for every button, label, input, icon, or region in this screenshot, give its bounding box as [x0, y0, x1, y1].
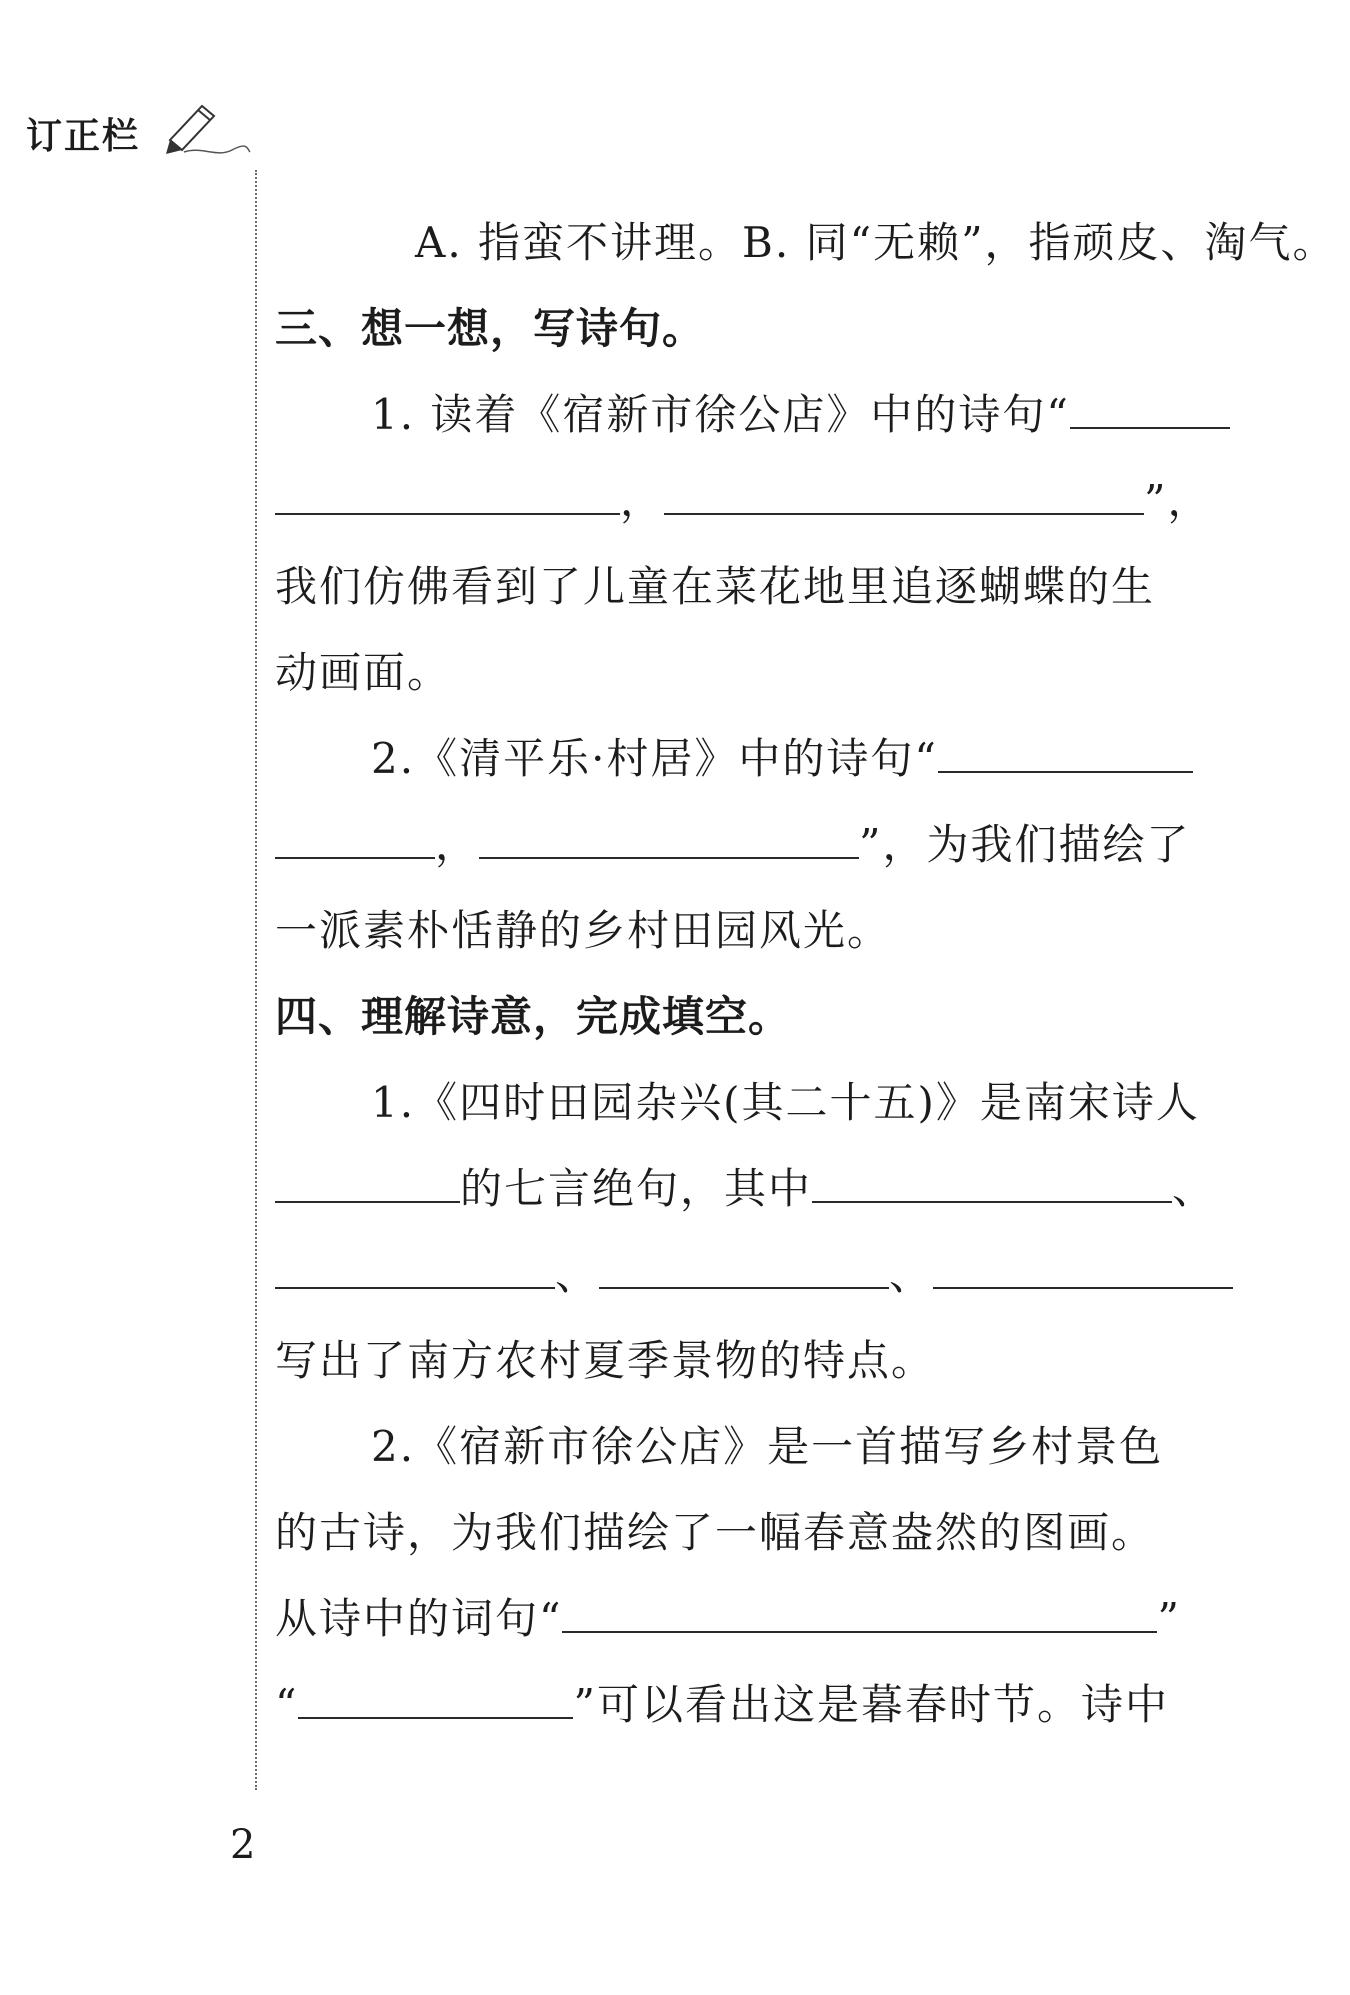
punctuation: ，: [620, 476, 665, 525]
answer-blank[interactable]: [1070, 387, 1230, 429]
section-three-heading: 三、想一想，写诗句。: [275, 304, 706, 353]
question-text: 的七言绝句，其中: [460, 1164, 813, 1213]
part-1-line-2: [275, 1146, 1225, 1232]
pencil-icon: [162, 96, 252, 156]
answer-blank[interactable]: [599, 1247, 889, 1289]
punctuation: ”: [1157, 1594, 1181, 1643]
part-2-line-2: 的古诗，为我们描绘了一幅春意盎然的图画。: [275, 1508, 1156, 1557]
answer-blank[interactable]: [275, 817, 435, 859]
punctuation: 、: [1172, 1164, 1217, 1213]
punctuation: ”，: [1144, 476, 1212, 525]
question-text: 2.《清平乐·村居》中的诗句“: [371, 734, 938, 783]
section-four-heading: 四、理解诗意，完成填空。: [275, 992, 792, 1041]
question-2-line-3: 一派素朴恬静的乡村田园风光。: [275, 906, 892, 955]
page-number: 2: [230, 1822, 256, 1868]
question-text: 1. 读着《宿新市徐公店》中的诗句“: [371, 390, 1070, 439]
answer-blank[interactable]: [275, 1247, 555, 1289]
answer-blank[interactable]: [479, 817, 859, 859]
part-1-line-3: [275, 1232, 1225, 1318]
punctuation: ，: [435, 820, 480, 869]
answer-blank[interactable]: [298, 1677, 573, 1719]
question-1-line-4: 动画面。: [275, 648, 452, 697]
part-1-line-1: 1.《四时田园杂兴(其二十五)》是南宋诗人: [371, 1078, 1200, 1127]
answer-blank[interactable]: [275, 1161, 460, 1203]
answer-blank[interactable]: [812, 1161, 1172, 1203]
margin-divider: [255, 170, 257, 1790]
question-text: ”可以看出这是暮春时节。诗中: [573, 1680, 1169, 1729]
question-2-line-2: [275, 802, 1225, 888]
question-1-line-1: [275, 372, 1225, 458]
exercise-content: [275, 200, 1337, 1748]
question-2-line-1: [275, 716, 1225, 802]
part-2-line-1: 2.《宿新市徐公店》是一首描写乡村景色: [371, 1422, 1164, 1471]
correction-column-label: 订正栏: [26, 116, 141, 157]
answer-blank[interactable]: [275, 473, 620, 515]
part-1-line-4: 写出了南方农村夏季景物的特点。: [275, 1336, 936, 1385]
answer-blank[interactable]: [938, 731, 1193, 773]
answer-blank[interactable]: [933, 1247, 1233, 1289]
question-text: 从诗中的词句“: [275, 1594, 563, 1643]
part-2-line-3: [275, 1576, 1225, 1662]
punctuation: “: [275, 1680, 299, 1729]
punctuation: 、: [555, 1250, 600, 1299]
question-text: ”，为我们描绘了: [859, 820, 1191, 869]
part-2-line-4: [275, 1662, 1225, 1748]
punctuation: 、: [889, 1250, 934, 1299]
definition-line: A. 指蛮不讲理。B. 同“无赖”，指顽皮、淘气。: [415, 218, 1337, 267]
question-1-line-3: 我们仿佛看到了儿童在菜花地里追逐蝴蝶的生: [275, 562, 1156, 611]
question-1-line-2: [275, 458, 1225, 544]
answer-blank[interactable]: [664, 473, 1144, 515]
answer-blank[interactable]: [562, 1591, 1157, 1633]
